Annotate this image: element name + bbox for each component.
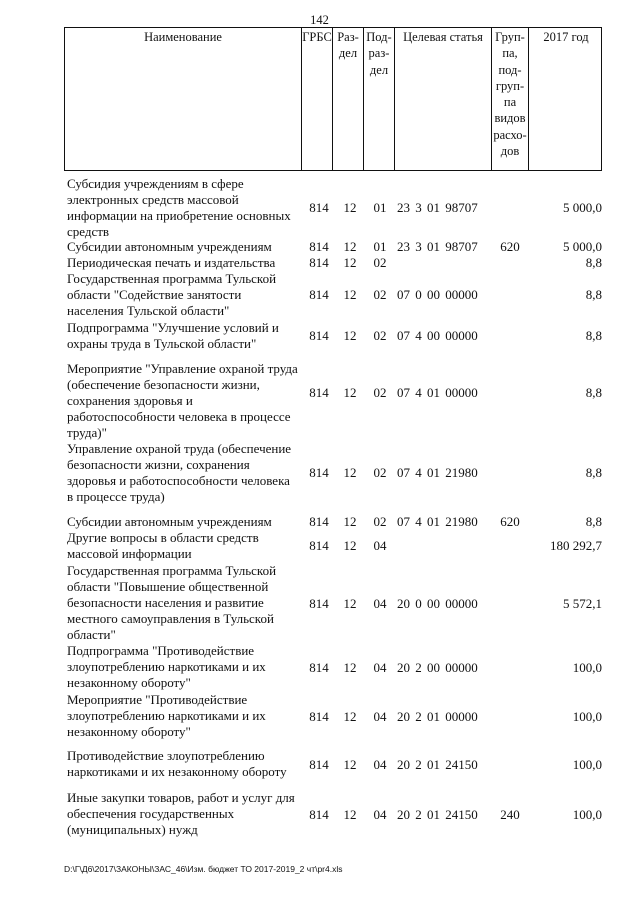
table-row <box>0 255 639 271</box>
row-podrazdel: 01 <box>373 239 387 254</box>
row-amount: 5 000,0 <box>563 200 602 215</box>
row-razdel: 12 <box>343 287 357 302</box>
row-podrazdel: 04 <box>373 757 387 772</box>
header-grbs: ГРБС <box>301 28 332 170</box>
file-path-footer: D:\Г\Д6\2017\ЗАКОНЫ\ЗАС_46\Изм. бюджет ТО 2017-2019_2 чт\pr4.xls <box>64 864 343 874</box>
row-name: Иные закупки товаров, работ и услуг для обеспечения государственных (муниципальных) нужд <box>67 790 295 837</box>
row-razdel: 12 <box>343 538 357 553</box>
row-grbs: 814 <box>309 807 329 822</box>
row-target-article: 23 3 01 98707 <box>397 200 478 215</box>
row-target-article: 07 0 00 00000 <box>397 287 478 302</box>
row-target-article: 20 2 01 24150 <box>397 807 478 822</box>
row-target-article: 23 3 01 98707 <box>397 239 478 254</box>
row-amount: 8,8 <box>585 514 602 529</box>
row-name: Мероприятие "Управление охраной труда (обеспечение безопасности жизни, сохранения здоровья и работоспособности человека в процессе труда)" <box>67 361 298 440</box>
row-grbs: 814 <box>309 239 329 254</box>
row-grbs: 814 <box>309 660 329 675</box>
row-grbs: 814 <box>309 514 329 529</box>
row-podrazdel: 02 <box>373 287 387 302</box>
table-row <box>0 530 639 562</box>
row-amount: 8,8 <box>585 255 602 270</box>
table-row <box>0 748 639 780</box>
row-podrazdel: 01 <box>373 200 387 215</box>
table-row <box>0 563 639 643</box>
row-razdel: 12 <box>343 660 357 675</box>
row-amount: 100,0 <box>572 807 602 822</box>
row-amount: 100,0 <box>572 757 602 772</box>
table-row <box>0 692 639 740</box>
row-grbs: 814 <box>309 538 329 553</box>
row-grbs: 814 <box>309 200 329 215</box>
row-name: Периодическая печать и издательства <box>67 255 276 270</box>
table-row <box>0 790 639 838</box>
row-podrazdel: 02 <box>373 328 387 343</box>
table-header <box>64 27 602 171</box>
row-razdel: 12 <box>343 255 357 270</box>
row-name: Субсидия учреждениям в сфере электронных средств массовой информации на приобретение основных средств <box>67 176 291 239</box>
row-target-article: 07 4 01 21980 <box>397 465 478 480</box>
table-row <box>0 441 639 505</box>
row-grbs: 814 <box>309 287 329 302</box>
header-name: Наименование <box>144 30 222 44</box>
row-expense-group: 620 <box>500 514 520 529</box>
row-podrazdel: 02 <box>373 255 387 270</box>
row-podrazdel: 02 <box>373 465 387 480</box>
row-razdel: 12 <box>343 596 357 611</box>
row-razdel: 12 <box>343 328 357 343</box>
row-target-article: 07 4 00 00000 <box>397 328 478 343</box>
row-razdel: 12 <box>343 385 357 400</box>
row-razdel: 12 <box>343 709 357 724</box>
row-target-article: 07 4 01 21980 <box>397 514 478 529</box>
row-name: Подпрограмма "Улучшение условий и охраны труда в Тульской области" <box>67 320 279 351</box>
row-grbs: 814 <box>309 328 329 343</box>
row-name: Управление охраной труда (обеспечение безопасности жизни, сохранения здоровья и работоспособности человека в процессе труда) <box>67 441 292 504</box>
header-year: 2017 год <box>528 28 603 170</box>
row-grbs: 814 <box>309 255 329 270</box>
row-amount: 5 000,0 <box>563 239 602 254</box>
row-grbs: 814 <box>309 465 329 480</box>
row-razdel: 12 <box>343 200 357 215</box>
row-podrazdel: 04 <box>373 596 387 611</box>
header-expense-group: Груп- па, под- груп- па видов расхо- дов <box>491 28 528 170</box>
header-target-article: Целевая статья <box>394 28 491 170</box>
row-amount: 100,0 <box>572 660 602 675</box>
table-row <box>0 514 639 530</box>
row-expense-group: 240 <box>500 807 520 822</box>
row-grbs: 814 <box>309 596 329 611</box>
row-razdel: 12 <box>343 514 357 529</box>
row-podrazdel: 04 <box>373 538 387 553</box>
row-amount: 8,8 <box>585 328 602 343</box>
row-razdel: 12 <box>343 807 357 822</box>
page-number: 142 <box>310 13 329 27</box>
row-amount: 5 572,1 <box>563 596 602 611</box>
row-grbs: 814 <box>309 757 329 772</box>
table-row <box>0 320 639 352</box>
row-target-article: 20 0 00 00000 <box>397 596 478 611</box>
row-name: Государственная программа Тульской области "Содействие занятости населения Тульской области" <box>67 271 277 318</box>
row-grbs: 814 <box>309 385 329 400</box>
row-amount: 180 292,7 <box>550 538 602 553</box>
row-podrazdel: 04 <box>373 709 387 724</box>
row-target-article: 07 4 01 00000 <box>397 385 478 400</box>
row-target-article: 20 2 00 00000 <box>397 660 478 675</box>
table-row <box>0 361 639 440</box>
row-target-article: 20 2 01 00000 <box>397 709 478 724</box>
row-name: Подпрограмма "Противодействие злоупотреблению наркотиками и их незаконному обороту" <box>67 643 266 690</box>
row-razdel: 12 <box>343 465 357 480</box>
row-podrazdel: 02 <box>373 385 387 400</box>
row-amount: 8,8 <box>585 465 602 480</box>
header-razdel: Раз- дел <box>332 28 363 170</box>
row-podrazdel: 04 <box>373 807 387 822</box>
table-row <box>0 176 639 240</box>
row-name: Субсидии автономным учреждениям <box>67 514 272 529</box>
table-row <box>0 239 639 255</box>
row-grbs: 814 <box>309 709 329 724</box>
row-podrazdel: 02 <box>373 514 387 529</box>
table-row <box>0 643 639 691</box>
row-amount: 8,8 <box>585 287 602 302</box>
row-name: Мероприятие "Противодействие злоупотреблению наркотиками и их незаконному обороту" <box>67 692 266 739</box>
row-razdel: 12 <box>343 757 357 772</box>
row-amount: 8,8 <box>585 385 602 400</box>
table-row <box>0 271 639 319</box>
row-podrazdel: 04 <box>373 660 387 675</box>
row-name: Другие вопросы в области средств массовой информации <box>67 530 259 561</box>
row-target-article: 20 2 01 24150 <box>397 757 478 772</box>
row-amount: 100,0 <box>572 709 602 724</box>
row-expense-group: 620 <box>500 239 520 254</box>
row-razdel: 12 <box>343 239 357 254</box>
row-name: Государственная программа Тульской области "Повышение общественной безопасности населения и развитие местного самоуправления в Тульской области" <box>67 563 277 642</box>
row-name: Субсидии автономным учреждениям <box>67 239 272 254</box>
header-podrazdel: Под- раз- дел <box>363 28 394 170</box>
row-name: Противодействие злоупотреблению наркотиками и их незаконному обороту <box>67 748 287 779</box>
